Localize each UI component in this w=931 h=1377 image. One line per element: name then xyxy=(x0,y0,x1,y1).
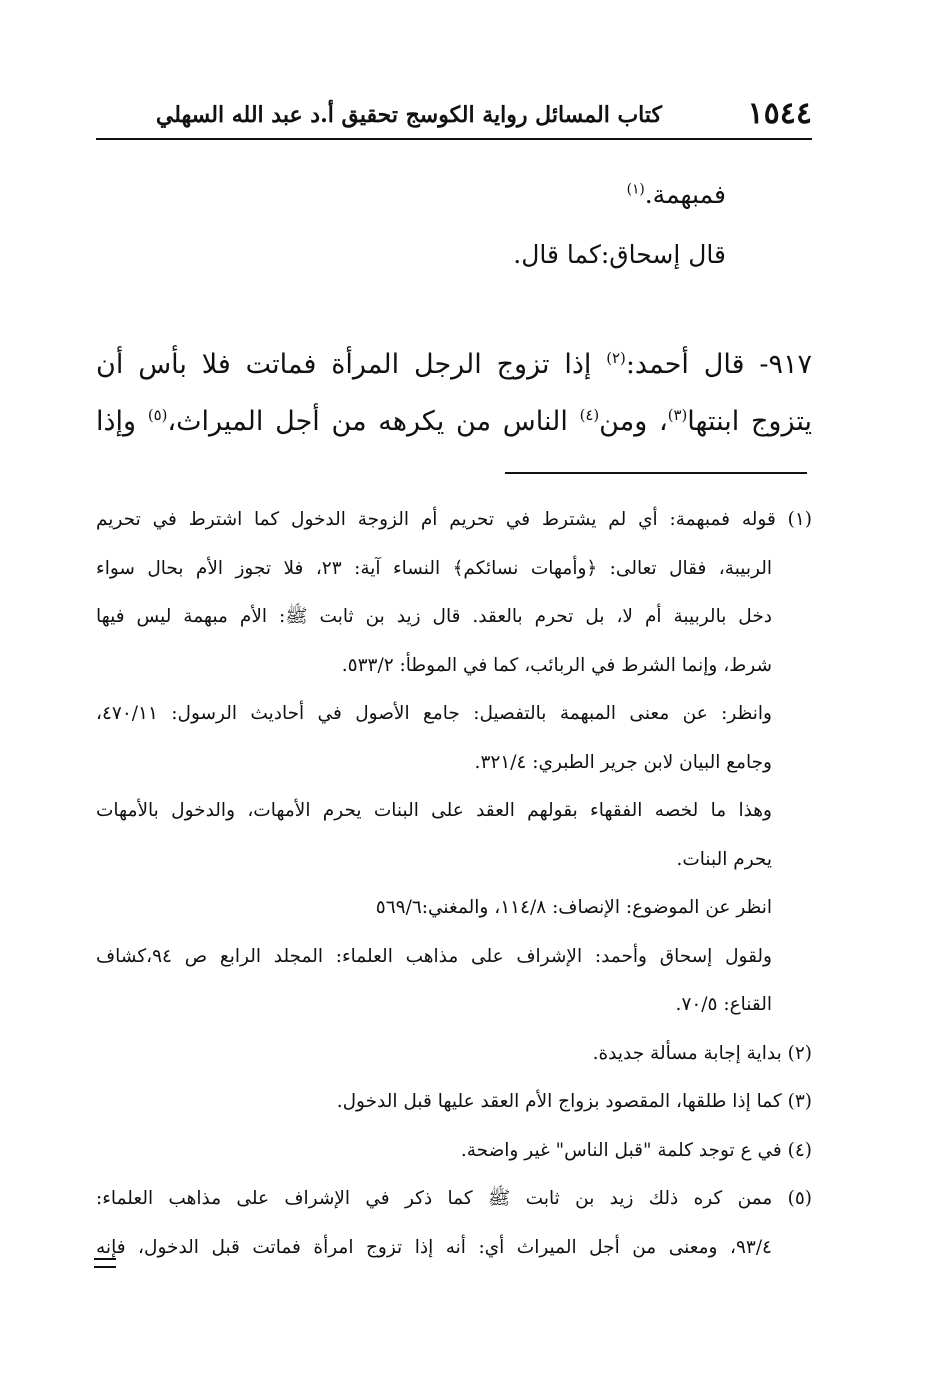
footnote-line: (٢) بداية إجابة مسألة جديدة. xyxy=(592,1042,812,1064)
footnote-line: القناع: ٧٠/٥. xyxy=(675,994,772,1015)
footnote-line: (١) قوله فمبهمة: أي لم يشترط في تحريم أم الزوجة الدخول كما اشترط في تحريم xyxy=(96,509,812,530)
footnote-ref-2: (٢) xyxy=(606,349,626,367)
footnote-line: وهذا ما لخصه الفقهاء بقولهم العقد على البنات يحرم الأمهات، والدخول بالأمهات xyxy=(96,800,772,821)
footnote-line: (٣) كما إذا طلقها، المقصود بزواج الأم العقد عليها قبل الدخول. xyxy=(336,1091,812,1112)
footnote-line: انظر عن الموضوع: الإنصاف: ١١٤/٨، والمغني:٥٦٩/٦ xyxy=(375,897,772,918)
footnote-line: وانظر: عن معنى المبهمة بالتفصيل: جامع الأصول في أحاديث الرسول: ٤٧٠/١١، xyxy=(96,703,772,724)
footnote-ref-5: (٥) xyxy=(147,406,168,424)
paragraph-segment: الناس من يكرهه من أجل الميراث، xyxy=(167,406,580,437)
running-title: كتاب المسائل رواية الكوسج تحقيق أ.د عبد الله السهلي xyxy=(155,102,662,128)
text-line-1 xyxy=(627,180,812,209)
issue-917-paragraph xyxy=(96,336,812,450)
footnote-line: (٤) في ع توجد كلمة "قبل الناس" غير واضحة. xyxy=(460,1139,812,1161)
footnote-ref-3: (٣) xyxy=(667,406,688,424)
footnote-separator xyxy=(505,472,807,474)
text-line-2: قال إسحاق:كما قال. xyxy=(513,240,726,269)
footnote-line: الربيبة، فقال تعالى: ﴿وأمهات نسائكم﴾ النساء آية: ٢٣، فلا تجوز الأم بحال سواء xyxy=(96,557,772,579)
footnotes xyxy=(96,496,812,1272)
footnote-line: يحرم البنات. xyxy=(676,848,772,870)
text-line-1-content: فمبهمة. xyxy=(644,180,726,209)
page-header xyxy=(96,92,812,140)
paragraph-segment: ، ومن xyxy=(599,406,668,437)
page-number: ١٥٤٤ xyxy=(747,96,812,131)
issue-number: ٩١٧- قال أحمد: xyxy=(625,349,813,380)
continuation-mark xyxy=(94,1258,116,1274)
footnote-ref-1: (١) xyxy=(626,181,645,198)
footnote-line: ٩٣/٤، ومعنى من أجل الميراث أي: أنه إذا تزوج امرأة فماتت قبل الدخول، فإنه xyxy=(96,1236,772,1258)
footnote-line: وجامع البيان لابن جرير الطبري: ٣٢١/٤. xyxy=(474,751,772,773)
footnote-line: (٥) ممن كره ذلك زيد بن ثابت ﷺ كما ذكر في الإشراف على مذاهب العلماء: xyxy=(96,1188,812,1209)
footnote-line: ولقول إسحاق وأحمد: الإشراف على مذاهب العلماء: المجلد الرابع ص ٩٤،كشاف xyxy=(96,945,772,967)
paragraph-segment: إذا تزوج الرجل المرأة فماتت فلا بأس أن يتزوج ابنتها xyxy=(96,349,813,437)
footnote-ref-4: (٤) xyxy=(579,406,600,424)
footnote-line: شرط، وإنما الشرط في الربائب، كما في الموطأ: ٥٣٣/٢. xyxy=(341,654,772,676)
paragraph-segment: وإذا xyxy=(96,406,148,437)
footnote-line: دخل بالربيبة أم لا، بل تحرم بالعقد. قال زيد بن ثابت ﷺ: الأم مبهمة ليس فيها xyxy=(96,606,772,627)
